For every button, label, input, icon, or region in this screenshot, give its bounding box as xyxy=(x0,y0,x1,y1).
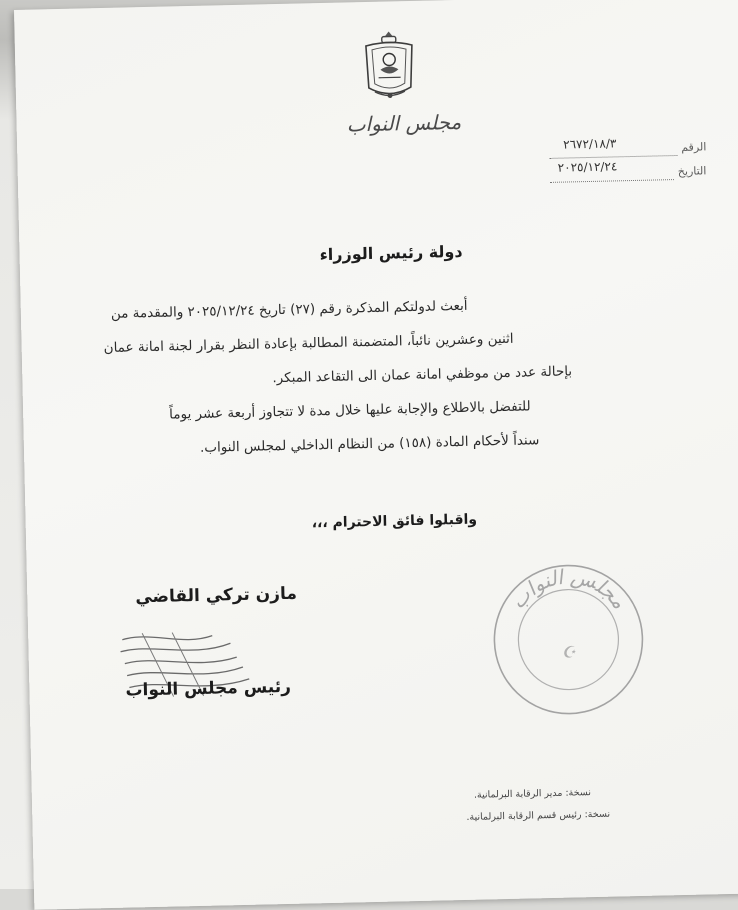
reference-date-value: ٢٠٢٥/١٢/٢٤ xyxy=(557,159,618,175)
body-line: للتفضل بالاطلاع والإجابة عليها خلال مدة لا تتجاوز أربعة عشر يوماً xyxy=(169,398,531,423)
signer-title: رئيس مجلس النواب xyxy=(125,676,292,701)
reference-date-line xyxy=(550,179,674,183)
svg-text:☪: ☪ xyxy=(561,642,577,662)
coat-of-arms-emblem xyxy=(360,29,420,104)
letter-page xyxy=(14,0,738,910)
svg-text:مجلس النواب: مجلس النواب xyxy=(505,563,632,614)
copy-recipient: نسخة: مدير الرقابة البرلمانية. xyxy=(473,787,592,801)
council-name: مجلس النواب xyxy=(346,109,462,137)
addressee: دولة رئيس الوزراء xyxy=(319,241,463,265)
closing-salutation: واقبلوا فائق الاحترام ،،، xyxy=(311,511,478,532)
reference-number-line xyxy=(549,155,677,159)
signer-name: مازن تركي القاضي xyxy=(135,583,298,608)
body-line: بإحالة عدد من موظفي امانة عمان الى التقاعد المبكر. xyxy=(272,363,573,387)
official-seal-stamp xyxy=(489,560,648,719)
copy-recipient: نسخة: رئيس قسم الرقابة البرلمانية. xyxy=(466,808,611,823)
reference-date-label: التاريخ xyxy=(677,164,707,178)
reference-number-label: الرقم xyxy=(681,140,707,154)
reference-number-value: ٢٦٧٢/١٨/٣ xyxy=(563,136,617,152)
body-line: سنداً لأحكام المادة (١٥٨) من النظام الداخلي لمجلس النواب. xyxy=(199,432,540,456)
body-line: أبعث لدولتكم المذكرة رقم (٢٧) تاريخ ٢٠٢٥/١٢/٢٤ والمقدمة من xyxy=(110,297,468,322)
body-line: اثنين وعشرين نائباً، المتضمنة المطالبة بإعادة النظر بقرار لجنة امانة عمان xyxy=(103,330,514,357)
